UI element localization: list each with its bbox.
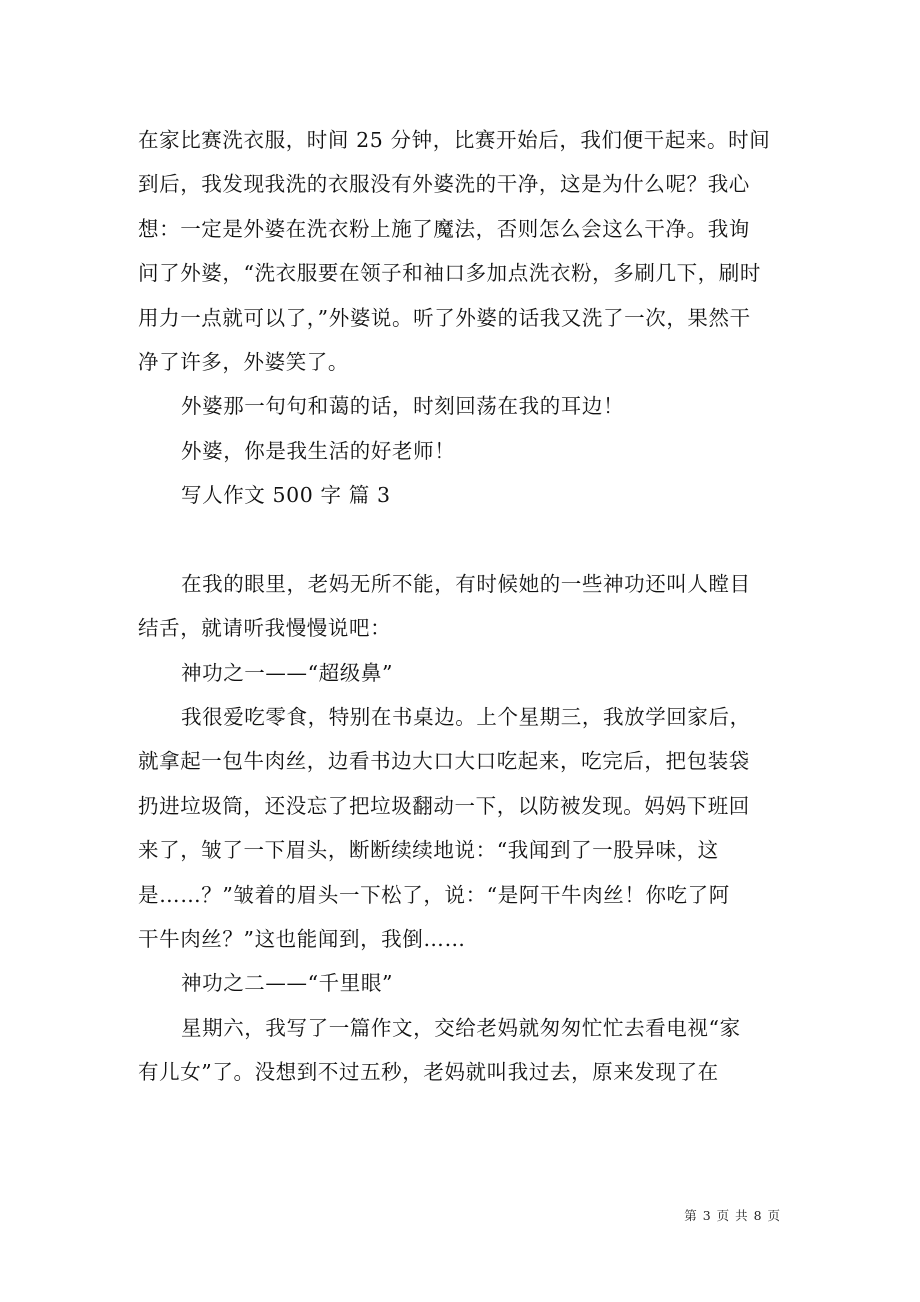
- paragraph-intro: [138, 562, 783, 651]
- page-number: 第 3 页 共 8 页: [684, 1208, 781, 1223]
- subheading-far-sight: [138, 961, 783, 1005]
- document-body: [138, 118, 783, 1095]
- section-title: 写人作文 500 字 篇 3: [181, 483, 391, 508]
- text-line: 到后，我发现我洗的衣服没有外婆洗的干净，这是为什么呢？我心: [138, 172, 750, 197]
- subheading: 神功之一——“超级鼻”: [181, 660, 394, 685]
- text-line: 是……？”皱着的眉头一下松了，说：“是阿干牛肉丝！你吃了阿: [138, 882, 730, 907]
- text-line: 在家比赛洗衣服，时间 25 分钟，比赛开始后，我们便干起来。时间: [138, 128, 771, 152]
- paragraph-snacks: [138, 695, 783, 961]
- empty-line: [138, 518, 783, 562]
- paragraph-kind-words: [138, 384, 783, 428]
- text-line: 用力一点就可以了，”外婆说。听了外婆的话我又洗了一次，果然干: [138, 305, 751, 330]
- text-line: 就拿起一包牛肉丝，边看书边大口大口吃起来，吃完后，把包装袋: [138, 749, 750, 774]
- subheading-super-nose: [138, 651, 783, 695]
- text-line: 净了许多，外婆笑了。: [138, 349, 349, 374]
- text-line: 外婆，你是我生活的好老师！: [181, 438, 456, 463]
- text-line: 想：一定是外婆在洗衣粉上施了魔法，否则怎么会这么干净。我询: [138, 216, 750, 241]
- text-line: 星期六，我写了一篇作文，交给老妈就匆匆忙忙去看电视“家: [181, 1015, 741, 1040]
- text-line: 在我的眼里，老妈无所不能，有时候她的一些神功还叫人瞠目: [181, 571, 751, 596]
- paragraph-good-teacher: [138, 429, 783, 473]
- text-line: 扔进垃圾筒，还没忘了把垃圾翻动一下，以防被发现。妈妈下班回: [138, 793, 750, 818]
- blank-line: [138, 518, 783, 562]
- text-line: 我很爱吃零食，特别在书桌边。上个星期三，我放学回家后，: [181, 705, 751, 730]
- paragraph-essay: [138, 1006, 783, 1095]
- text-line: 外婆那一句句和蔼的话，时刻回荡在我的耳边！: [181, 394, 625, 419]
- text-line: 干牛肉丝？”这也能闻到，我倒……: [138, 927, 466, 952]
- text-line: 有儿女”了。没想到不过五秒，老妈就叫我过去，原来发现了在: [138, 1060, 719, 1085]
- paragraph-washing-contest: [138, 118, 783, 384]
- subheading: 神功之二——“千里眼”: [181, 971, 394, 996]
- text-line: 结舌，就请听我慢慢说吧：: [138, 616, 392, 641]
- section-heading: [138, 473, 783, 517]
- text-line: 问了外婆，“洗衣服要在领子和袖口多加点洗衣粉，多刷几下，刷时: [138, 261, 761, 286]
- text-line: 来了，皱了一下眉头，断断续续地说：“我闻到了一股异味，这: [138, 838, 719, 863]
